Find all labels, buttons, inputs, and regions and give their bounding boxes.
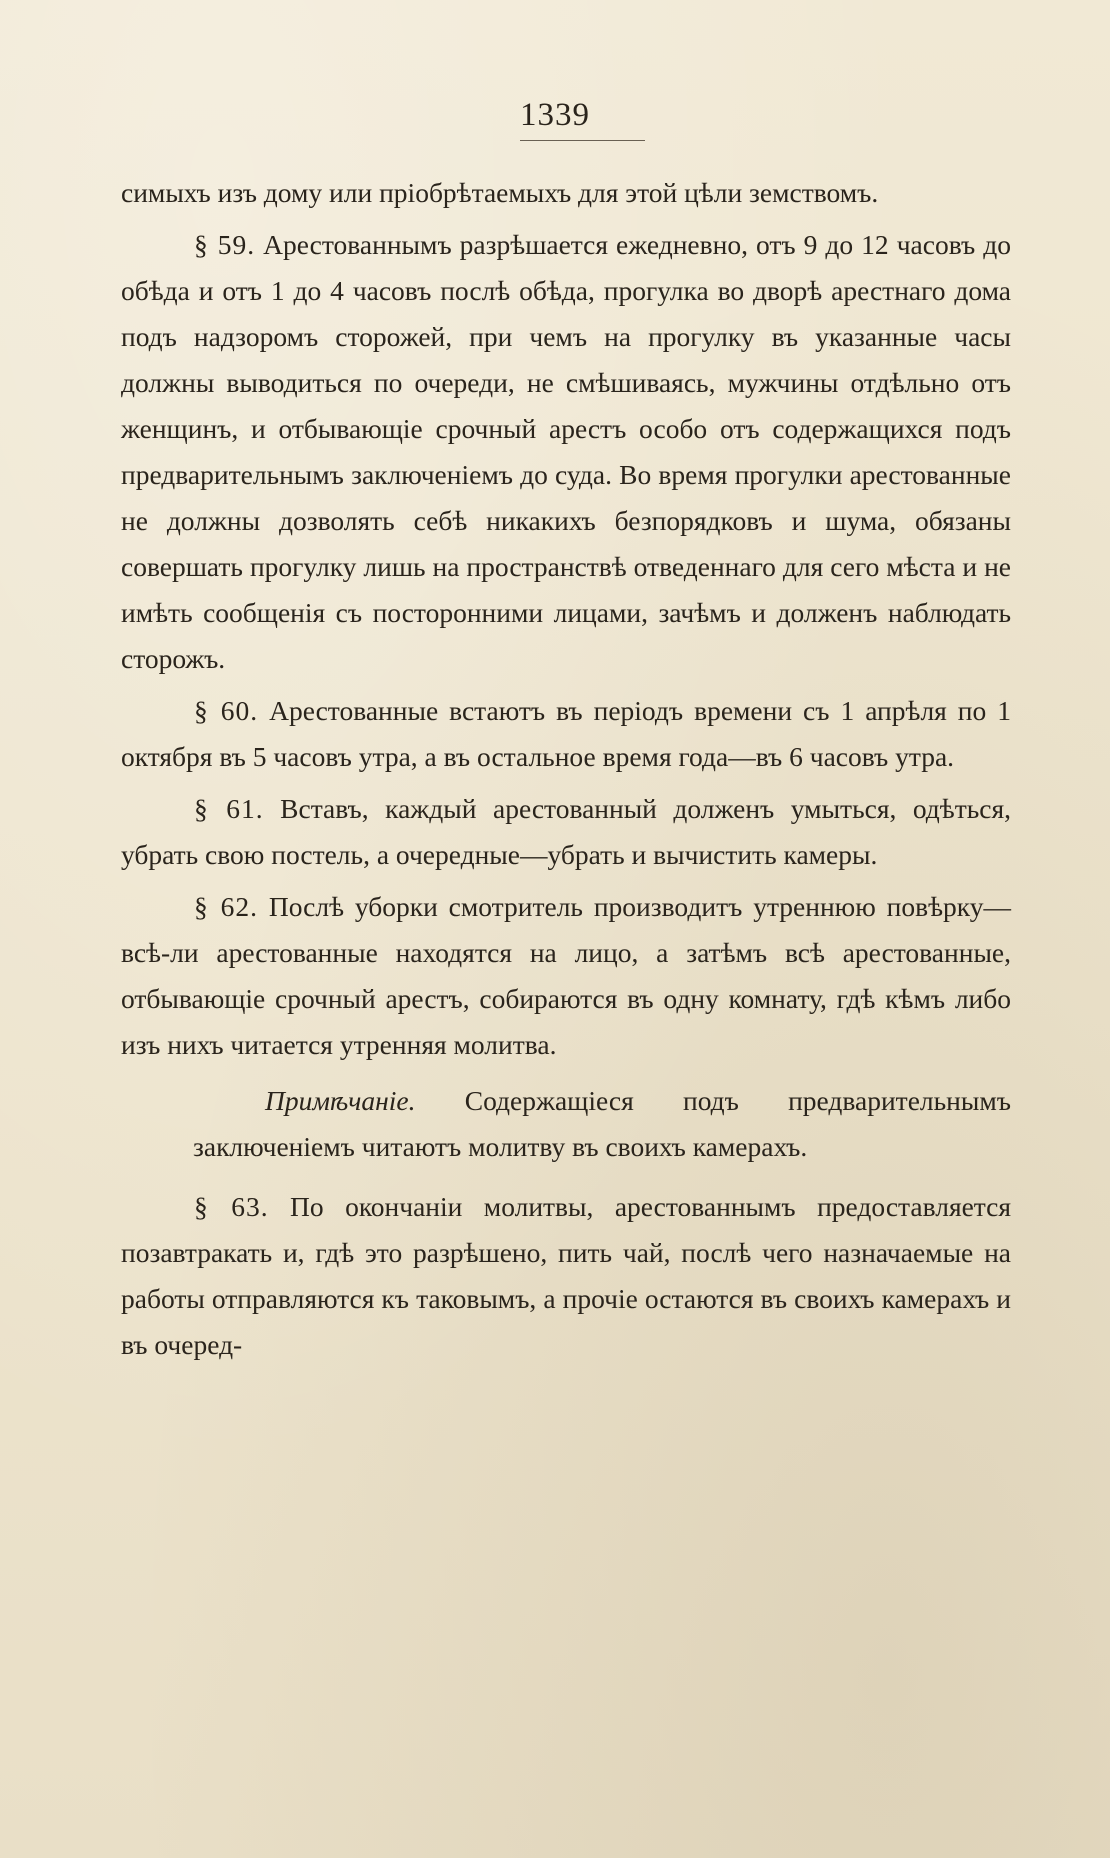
paragraph-text: По окончаніи молитвы, арестованнымъ предоставляется позавтракать и, гдѣ это разрѣшено, пить чай, послѣ чего назначаемые на работы отправляются къ таковымъ, а прочіе остаются въ своихъ камерахъ и въ очеред- — [121, 1191, 1012, 1360]
page-number-rule — [520, 140, 645, 141]
paragraph-section-63 — [121, 1184, 1011, 1368]
document-body — [121, 170, 1011, 1368]
section-number: § 63. — [194, 1191, 269, 1222]
note-label: Примѣчаніе. — [265, 1085, 416, 1116]
paragraph-text: Арестованные встаютъ въ періодъ времени съ 1 апрѣля по 1 октября въ 5 часовъ утра, а въ остальное время года—въ 6 часовъ утра. — [121, 695, 1011, 772]
page-number: 1339 — [520, 97, 590, 133]
paragraph-section-61 — [121, 786, 1011, 878]
paragraph-section-59 — [121, 222, 1011, 682]
paragraph-section-60 — [121, 688, 1011, 780]
paragraph-text: Вставъ, каждый арестованный долженъ умыться, одѣться, убрать свою постель, а очередные—убрать и вычистить камеры. — [121, 793, 1012, 870]
paragraph-text: Арестованнымъ разрѣшается ежедневно, отъ 9 до 12 часовъ до обѣда и отъ 1 до 4 часовъ послѣ обѣда, прогулка во дворѣ арестнаго дома подъ надзоромъ сторожей, при чемъ на прогулку въ указанные часы должны выводиться по очереди, не смѣшиваясь, мужчины отдѣльно отъ женщинъ, и отбывающіе срочный арестъ особо отъ содержащихся подъ предварительнымъ заключеніемъ до суда. Во время прогулки арестованные не должны дозволять себѣ никакихъ безпорядковъ и шума, обязаны совершать прогулку лишь на пространствѣ отведеннаго для сего мѣста и не имѣть сообщенія съ посторонними лицами, зачѣмъ и долженъ наблюдать сторожъ. — [121, 229, 1011, 674]
paragraph-section-62 — [121, 884, 1011, 1068]
note-paragraph — [121, 1078, 1011, 1170]
paragraph-text: симыхъ изъ дому или пріобрѣтаемыхъ для этой цѣли земствомъ. — [121, 177, 879, 208]
paragraph-continuation — [121, 170, 1011, 216]
paragraph-text: Послѣ уборки смотритель производитъ утреннюю повѣрку—всѣ-ли арестованные находятся на лицо, а затѣмъ всѣ арестованные, отбывающіе срочный арестъ, собираются въ одну комнату, гдѣ кѣмъ либо изъ нихъ читается утренняя молитва. — [121, 891, 1011, 1060]
section-number: § 62. — [194, 891, 258, 922]
section-number: § 59. — [194, 229, 256, 260]
section-number: § 61. — [194, 793, 264, 824]
note-text: Содержащіеся подъ предварительнымъ заключеніемъ читаютъ молитву въ своихъ камерахъ. — [193, 1085, 1011, 1162]
section-number: § 60. — [194, 695, 259, 726]
